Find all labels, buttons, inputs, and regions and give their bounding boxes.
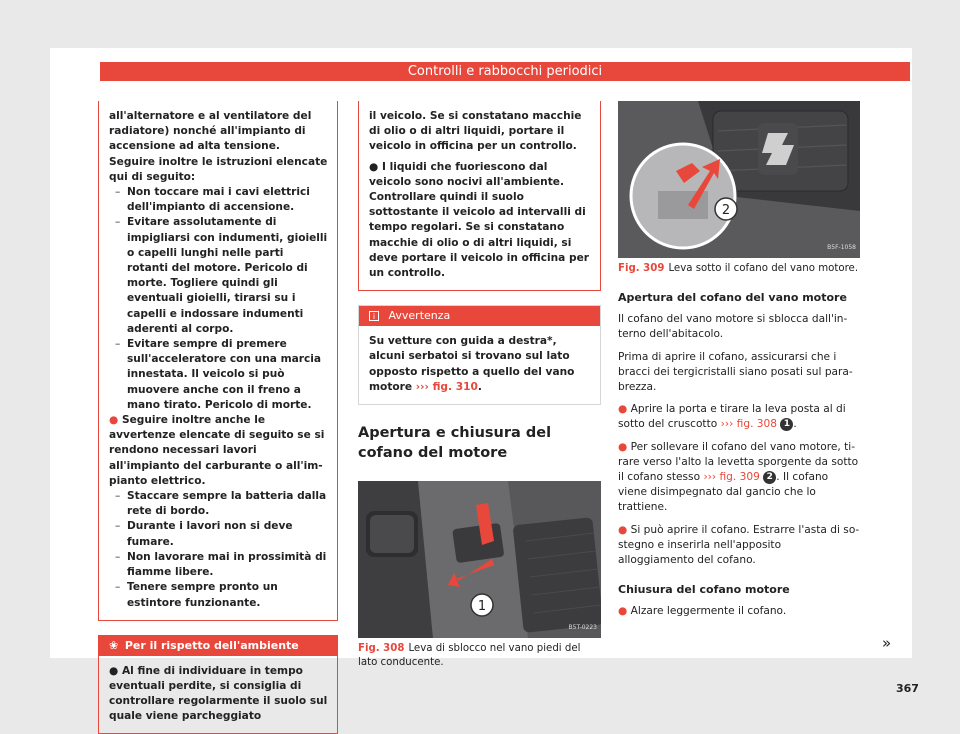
note-title	[359, 306, 600, 326]
paragraph: Prima di aprire il cofano, assicurarsi che i bracci dei tergicristalli siano posati sul parabrezza.	[618, 350, 853, 394]
page-number: 367	[896, 682, 919, 695]
subheading-close-hood: Chiusura del cofano motore	[618, 583, 790, 597]
page	[50, 48, 919, 723]
bullet-text: Alzare leggermente il cofano.	[630, 605, 787, 618]
note-body: Su vetture con guida a destra*, alcuni serbatoi si trovano sul lato opposto rispetto a quello del vano motore ››› fig. 310.	[369, 335, 575, 393]
figure-caption-text: Leva sotto il cofano del vano motore.	[668, 263, 859, 274]
figure-code: B5F-1058	[827, 243, 856, 251]
column-1	[98, 101, 338, 734]
note-box	[358, 305, 601, 405]
fig-308-link[interactable]: ››› fig. 308	[720, 418, 778, 431]
fig-309-link[interactable]: ››› fig. 309	[703, 471, 760, 484]
warning-dash-item: – Evitare sempre di premere sull'acceleratore con una marcia innestata. Il veicolo si può muovere anche con il freno a mano tirato. Pericolo di morte.	[109, 337, 328, 413]
note-text: Su vetture con guida a destra*, alcuni serbatoi si trovano sul lato opposto rispetto a quello del vano motore	[369, 335, 575, 393]
figure-308-caption	[358, 638, 601, 670]
bullet-item	[618, 604, 860, 619]
warning-bullet	[109, 413, 328, 489]
callout-number: 2	[763, 471, 776, 484]
bullet-item: ● Aprire la porta e tirare la leva posta al di sotto del cruscotto ››› fig. 308 1 .	[618, 403, 846, 431]
column-3	[618, 101, 860, 620]
environment-text: Al fine di individuare in tempo eventuali perdite, si consiglia di controllare regolarmente il suolo sul quale viene parcheggiato	[109, 664, 328, 723]
bullet-icon: ●	[618, 605, 628, 618]
continue-marker: »	[882, 634, 892, 652]
info-icon: i	[369, 311, 379, 321]
warning-dash-item: – Evitare assolutamente di impigliarsi con indumenti, gioielli o capelli lunghi nelle parti rotanti del motore. Pericolo di morte. Togliere quindi gli eventuali gioielli, tirarsi su i capelli e indossare indumenti aderenti al corpo.	[109, 215, 328, 337]
environment-bullet	[369, 160, 591, 282]
fig-310-link[interactable]: ››› fig. 310	[415, 380, 478, 393]
hood-lever-illustration	[618, 101, 860, 258]
bullet-icon: ●	[618, 523, 628, 536]
svg-text:1: 1	[477, 599, 487, 615]
figure-code: B5T-0223	[568, 623, 597, 631]
warning-bullet-text: Seguire inoltre anche le avvertenze elencate di seguito se si rendono necessari lavori all'impianto del carburante o all'impianto elettrico.	[109, 414, 325, 487]
environment-box-continued	[358, 101, 601, 291]
bullet-icon: ●	[618, 440, 628, 453]
environment-title-text: Per il rispetto dell'ambiente	[124, 638, 299, 652]
bullet-text: Aprire la porta e tirare la leva posta al di sotto del cruscotto	[618, 403, 846, 431]
warning-dash-item: – Non toccare mai i cavi elettrici dell'impianto di accensione.	[109, 185, 328, 215]
bullet-item	[618, 440, 860, 516]
bullet-text: Per sollevare il cofano del vano motore, tirare verso l'alto la levetta sporgente da sotto il cofano stesso	[618, 440, 859, 484]
environment-body	[99, 656, 337, 733]
bullet-icon: ●	[109, 414, 119, 427]
environment-cont-text: il veicolo. Se si constatano macchie di olio o di altri liquidi, portare il veicolo in officina per un controllo.	[369, 110, 582, 153]
note-title-text: Avvertenza	[388, 309, 451, 323]
warning-dash-item: – Staccare sempre la batteria dalla rete di bordo.	[109, 489, 328, 519]
section-title: Apertura e chiusura del cofano del motore	[358, 425, 552, 462]
column-2	[358, 101, 601, 670]
figure-caption-text: Leva di sblocco nel vano piedi del lato conducente.	[358, 643, 581, 669]
figure-label: Fig. 309	[618, 263, 665, 274]
subheading-open-hood: Apertura del cofano del vano motore	[618, 291, 847, 304]
leaf-icon: ❀	[109, 638, 119, 652]
warning-dash-item: – Non lavorare mai in prossimità di fiamme libere.	[109, 550, 328, 580]
svg-text:2: 2	[721, 203, 731, 218]
warning-intro: all'alternatore e al ventilatore del radiatore) nonché all'impianto di accensione ad alta tensione. Seguire inoltre le istruzioni elencate qui di seguito:	[109, 110, 328, 183]
paragraph: Il cofano del vano motore si sblocca dall'interno dell'abitacolo.	[618, 313, 848, 341]
bullet-text: Si può aprire il cofano. Estrarre l'asta di sostegno e inserirla nell'apposito alloggiamento del cofano.	[618, 523, 860, 567]
environment-bullet-text: I liquidi che fuoriescono dal veicolo sono nocivi all'ambiente. Controllare quindi il suolo sottostante il veicolo ad intervalli di tempo regolari. Se si constatano macchie di olio o di altri liquidi, si deve portare il veicolo in officina per un controllo.	[369, 160, 590, 280]
figure-309-image	[618, 101, 860, 258]
environment-title	[99, 636, 337, 656]
bullet-icon: ●	[369, 160, 379, 173]
page-header: Controlli e rabbocchi periodici	[100, 62, 910, 81]
bullet-text: . Il cofano viene disimpegnato dal gancio che lo trattiene.	[618, 471, 829, 514]
figure-label: Fig. 308	[358, 643, 405, 655]
callout-number: 1	[780, 418, 793, 431]
footwell-illustration	[358, 481, 601, 638]
bullet-item	[618, 523, 860, 569]
bullet-icon: ●	[618, 403, 628, 416]
environment-box	[98, 635, 338, 734]
warning-box-continued	[98, 101, 338, 621]
warning-dash-item: – Durante i lavori non si deve fumare.	[109, 519, 328, 549]
figure-309-caption	[618, 258, 860, 276]
warning-dash-item: – Tenere sempre pronto un estintore funzionante.	[109, 580, 328, 610]
figure-308-image	[358, 481, 601, 638]
bullet-icon: ●	[109, 664, 119, 677]
